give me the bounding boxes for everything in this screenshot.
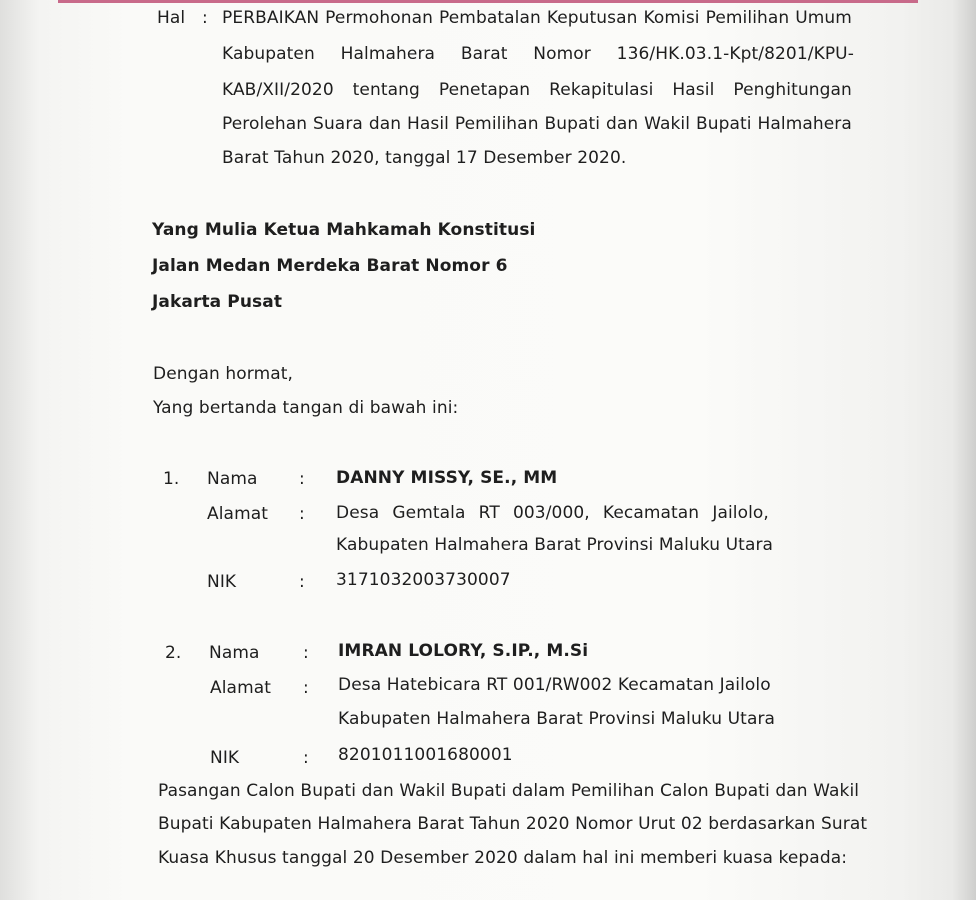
word: KAB/XII/2020	[222, 80, 334, 100]
word: Pemilihan	[454, 114, 539, 134]
word: PERBAIKAN	[222, 8, 320, 28]
person-1-nik-colon: :	[299, 572, 305, 592]
word: 003/000,	[512, 503, 590, 523]
word: Hasil	[406, 114, 449, 134]
word: Suara	[313, 114, 363, 134]
word: Keputusan	[546, 8, 638, 28]
top-border-stripe	[58, 0, 918, 3]
word: Jailolo,	[712, 503, 769, 523]
greeting-line-1: Dengan hormat,	[153, 364, 294, 384]
page-edge-shadow	[952, 0, 976, 900]
person-1-address-line-1	[336, 502, 769, 524]
word: Komisi	[643, 8, 700, 28]
addressee-line-3: Jakarta Pusat	[152, 292, 283, 312]
addressee-line-2: Jalan Medan Merdeka Barat Nomor 6	[152, 256, 508, 276]
word: tentang	[352, 80, 420, 100]
word: 136/HK.03.1-Kpt/8201/KPU-	[616, 44, 854, 64]
word: Halmahera	[757, 114, 852, 134]
person-1-nik-label: NIK	[207, 572, 237, 592]
word: Desa	[336, 503, 380, 523]
person-1-name-colon: :	[299, 469, 305, 489]
word: Permohonan	[325, 8, 434, 28]
word: RT	[478, 503, 500, 523]
person-1-address-colon: :	[299, 504, 305, 524]
word: dan	[605, 114, 639, 134]
word: Bupati	[695, 114, 752, 134]
closing-line-2: Bupati Kabupaten Halmahera Barat Tahun 2020 Nomor Urut 02 berdasarkan Surat	[158, 814, 868, 834]
subject-colon: :	[202, 8, 208, 28]
person-2-name: IMRAN LOLORY, S.IP., M.Si	[338, 641, 589, 661]
word: Penetapan	[438, 80, 531, 100]
word: Barat	[460, 44, 508, 64]
subject-line-1	[222, 7, 852, 29]
word: Gemtala	[392, 503, 466, 523]
word: Perolehan	[222, 114, 308, 134]
person-1-number: 1.	[163, 469, 180, 489]
subject-line-3	[222, 79, 852, 101]
person-2-name-label: Nama	[209, 643, 260, 663]
person-2-address-colon: :	[303, 678, 309, 698]
person-2-name-colon: :	[303, 643, 309, 663]
word: Wakil	[644, 114, 691, 134]
word: Pemilihan	[705, 8, 790, 28]
person-1-name: DANNY MISSY, SE., MM	[336, 468, 558, 488]
greeting-line-2: Yang bertanda tangan di bawah ini:	[153, 398, 459, 418]
closing-line-3: Kuasa Khusus tanggal 20 Desember 2020 dalam hal ini memberi kuasa kepada:	[158, 848, 848, 868]
person-2-address-line-1: Desa Hatebicara RT 001/RW002 Kecamatan Jailolo	[338, 675, 771, 695]
word: Halmahera	[340, 44, 436, 64]
person-1-address-line-2: Kabupaten Halmahera Barat Provinsi Maluku Utara	[336, 535, 774, 555]
subject-label: Hal	[157, 8, 186, 28]
person-2-address-line-2: Kabupaten Halmahera Barat Provinsi Maluku Utara	[338, 709, 776, 729]
person-2-nik-label: NIK	[210, 748, 240, 768]
addressee-line-1: Yang Mulia Ketua Mahkamah Konstitusi	[152, 220, 536, 240]
word: Kabupaten	[222, 44, 315, 64]
closing-line-1: Pasangan Calon Bupati dan Wakil Bupati dalam Pemilihan Calon Bupati dan Wakil	[158, 781, 860, 801]
word: Umum	[795, 8, 852, 28]
person-2-address-label: Alamat	[210, 678, 272, 698]
word: Bupati	[544, 114, 601, 134]
person-1-name-label: Nama	[207, 469, 258, 489]
word: Hasil	[672, 80, 715, 100]
word: dan	[368, 114, 402, 134]
word: Pembatalan	[439, 8, 541, 28]
person-2-nik-colon: :	[303, 748, 309, 768]
word: Kecamatan	[602, 503, 700, 523]
person-1-address-label: Alamat	[207, 504, 269, 524]
person-2-number: 2.	[165, 643, 182, 663]
word: Penghitungan	[733, 80, 852, 100]
subject-line-4	[222, 113, 852, 135]
subject-line-5: Barat Tahun 2020, tanggal 17 Desember 2020.	[222, 148, 627, 168]
subject-line-2	[222, 43, 854, 65]
person-2-nik: 8201011001680001	[338, 745, 513, 765]
word: Rekapitulasi	[549, 80, 654, 100]
person-1-nik: 3171032003730007	[336, 570, 511, 590]
word: Nomor	[533, 44, 591, 64]
